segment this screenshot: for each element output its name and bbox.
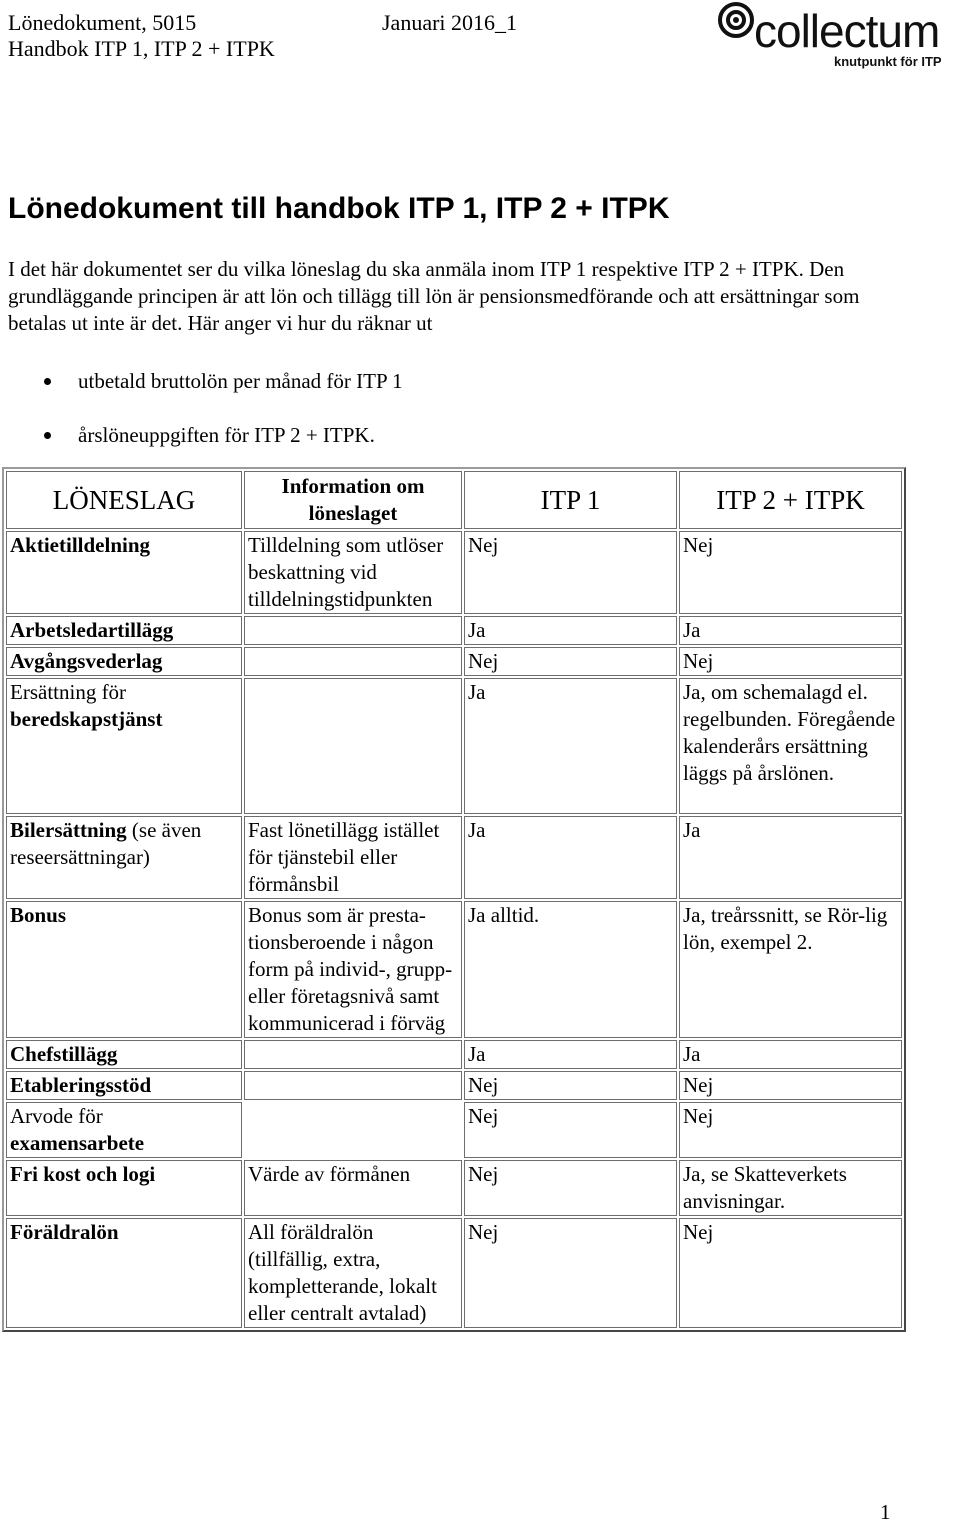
info-cell: [244, 1040, 462, 1069]
itp1-cell: Nej: [464, 531, 677, 614]
itp2-cell: Ja, treårssnitt, se Rör-lig lön, exempel 2.: [679, 901, 902, 1038]
table-row: [6, 678, 902, 814]
col-header-itp1: ITP 1: [464, 471, 677, 529]
loneslag-cell: Arvode för examensarbete: [6, 1102, 242, 1158]
itp1-cell: Ja: [464, 1040, 677, 1069]
page-number: 1: [880, 1500, 891, 1524]
col-header-info: Information om löneslaget: [244, 471, 462, 529]
loneslag-cell: Etableringsstöd: [6, 1071, 242, 1100]
document-subtitle: Handbok ITP 1, ITP 2 + ITPK: [8, 36, 275, 61]
col-header-itp2-itpk: ITP 2 + ITPK: [679, 471, 902, 529]
bullet-icon: [44, 378, 51, 385]
info-cell: [244, 647, 462, 676]
table-row: [6, 1071, 902, 1100]
itp1-cell: Nej: [464, 1160, 677, 1216]
table-row: [6, 901, 902, 1038]
col-header-loneslag: LÖNESLAG: [6, 471, 242, 529]
loneslag-table: [2, 467, 906, 1332]
itp2-cell: Nej: [679, 1218, 902, 1328]
itp2-cell: Nej: [679, 647, 902, 676]
loneslag-cell: Chefstillägg: [6, 1040, 242, 1069]
table-row: [6, 1160, 902, 1216]
table-row: [6, 531, 902, 614]
table-row: [6, 647, 902, 676]
svg-text:collectum: collectum: [754, 5, 940, 57]
itp2-cell: Ja, se Skatteverkets anvisningar.: [679, 1160, 902, 1216]
table-row: [6, 1218, 902, 1328]
table-row: [6, 616, 902, 645]
itp2-cell: Ja: [679, 616, 902, 645]
itp2-cell: Ja: [679, 816, 902, 899]
info-cell: Värde av förmånen: [244, 1160, 462, 1216]
intro-paragraph: I det här dokumentet ser du vilka löneslag du ska anmäla inom ITP 1 respektive ITP 2 + ITPK. Den grundläggande principen är att lön och tillägg till lön är pensionsmedförande och att ersättningar som betalas ut inte är det. Här anger vi hur du räknar ut: [8, 257, 860, 335]
itp2-cell: Ja, om schemalagd el. regelbunden. Föregående kalenderårs ersättning läggs på årslönen.: [679, 678, 902, 814]
itp2-cell: Ja: [679, 1040, 902, 1069]
table-header-row: [6, 471, 902, 529]
collectum-logo: [714, 0, 960, 72]
document-date: Januari 2016_1: [382, 10, 518, 35]
itp1-cell: Ja: [464, 816, 677, 899]
info-cell: [244, 1071, 462, 1100]
itp2-cell: Nej: [679, 1102, 902, 1158]
itp1-cell: Nej: [464, 1071, 677, 1100]
loneslag-cell: Aktietilldelning: [6, 531, 242, 614]
info-cell: [244, 616, 462, 645]
document-id: Lönedokument, 5015: [8, 10, 197, 35]
document-header: [8, 10, 275, 62]
table-row: [6, 816, 902, 899]
table-row: [6, 1102, 902, 1158]
loneslag-cell: Arbetsledartillägg: [6, 616, 242, 645]
svg-text:knutpunkt för ITP: knutpunkt för ITP: [834, 54, 942, 69]
info-cell: Bonus som är presta-tionsberoende i någon form på individ-, grupp- eller företagsnivå samt kommunicerad i förväg: [244, 901, 462, 1038]
loneslag-cell: Föräldralön: [6, 1218, 242, 1328]
info-cell: [244, 678, 462, 814]
loneslag-cell: Bonus: [6, 901, 242, 1038]
loneslag-cell: Ersättning för beredskapstjänst: [6, 678, 242, 814]
itp1-cell: Ja: [464, 616, 677, 645]
info-cell: Fast lönetillägg istället för tjänstebil eller förmånsbil: [244, 816, 462, 899]
loneslag-cell: Avgångsvederlag: [6, 647, 242, 676]
bullet-icon: [44, 432, 51, 439]
itp2-cell: Nej: [679, 531, 902, 614]
info-cell: Tilldelning som utlöser beskattning vid tilldelningstidpunkten: [244, 531, 462, 614]
itp1-cell: Ja: [464, 678, 677, 814]
info-cell: All föräldralön (tillfällig, extra, kompletterande, lokalt eller centralt avtalad): [244, 1218, 462, 1328]
itp1-cell: Ja alltid.: [464, 901, 677, 1038]
itp2-cell: Nej: [679, 1071, 902, 1100]
page-title: Lönedokument till handbok ITP 1, ITP 2 + ITPK: [8, 192, 670, 225]
loneslag-cell: Bilersättning (se även reseersättningar): [6, 816, 242, 899]
itp1-cell: Nej: [464, 1218, 677, 1328]
loneslag-cell: Fri kost och logi: [6, 1160, 242, 1216]
table-row: [6, 1040, 902, 1069]
info-cell: [244, 1102, 462, 1158]
itp1-cell: Nej: [464, 1102, 677, 1158]
itp1-cell: Nej: [464, 647, 677, 676]
